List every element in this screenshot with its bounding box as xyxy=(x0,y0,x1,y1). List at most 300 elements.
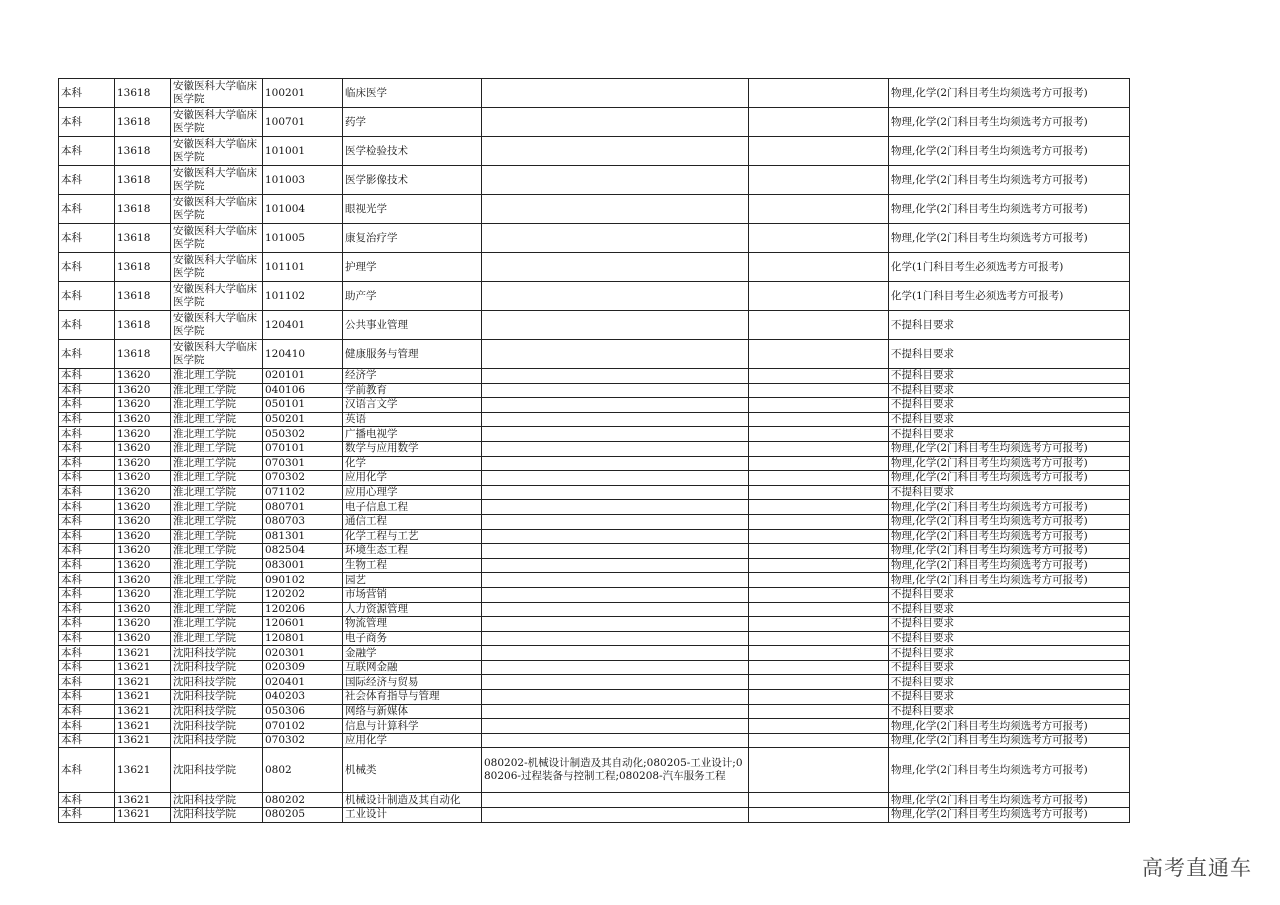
included-majors-cell xyxy=(482,646,749,661)
note-cell xyxy=(749,485,889,500)
major-code-cell: 101101 xyxy=(263,253,343,282)
level-cell: 本科 xyxy=(59,340,115,369)
level-cell: 本科 xyxy=(59,617,115,632)
subject-requirement-cell: 不提科目要求 xyxy=(889,602,1130,617)
table-row xyxy=(59,719,1130,734)
school-name-cell: 淮北理工学院 xyxy=(171,485,263,500)
major-code-cell: 080205 xyxy=(263,808,343,823)
major-code-cell: 100701 xyxy=(263,108,343,137)
level-cell: 本科 xyxy=(59,587,115,602)
major-code-cell: 080701 xyxy=(263,500,343,515)
major-code-cell: 070102 xyxy=(263,719,343,734)
school-name-cell: 淮北理工学院 xyxy=(171,617,263,632)
subject-requirement-cell: 物理,化学(2门科目考生均须选考方可报考) xyxy=(889,195,1130,224)
major-name-cell: 应用化学 xyxy=(343,733,482,748)
table-row xyxy=(59,544,1130,559)
major-name-cell: 医学检验技术 xyxy=(343,137,482,166)
included-majors-cell xyxy=(482,617,749,632)
subject-requirement-cell: 物理,化学(2门科目考生均须选考方可报考) xyxy=(889,573,1130,588)
included-majors-cell xyxy=(482,398,749,413)
level-cell: 本科 xyxy=(59,195,115,224)
school-name-cell: 淮北理工学院 xyxy=(171,529,263,544)
table-row xyxy=(59,793,1130,808)
school-name-cell: 淮北理工学院 xyxy=(171,369,263,384)
major-code-cell: 071102 xyxy=(263,485,343,500)
included-majors-cell xyxy=(482,137,749,166)
major-code-cell: 120202 xyxy=(263,587,343,602)
major-code-cell: 100201 xyxy=(263,79,343,108)
level-cell: 本科 xyxy=(59,719,115,734)
school-code-cell: 13620 xyxy=(115,412,171,427)
level-cell: 本科 xyxy=(59,690,115,705)
included-majors-cell xyxy=(482,79,749,108)
school-code-cell: 13618 xyxy=(115,79,171,108)
table-body xyxy=(59,79,1130,823)
major-code-cell: 040106 xyxy=(263,383,343,398)
school-name-cell: 淮北理工学院 xyxy=(171,514,263,529)
level-cell: 本科 xyxy=(59,137,115,166)
level-cell: 本科 xyxy=(59,748,115,793)
included-majors-cell xyxy=(482,602,749,617)
school-name-cell: 淮北理工学院 xyxy=(171,398,263,413)
note-cell xyxy=(749,558,889,573)
note-cell xyxy=(749,224,889,253)
major-name-cell: 物流管理 xyxy=(343,617,482,632)
school-name-cell: 淮北理工学院 xyxy=(171,500,263,515)
table-row xyxy=(59,529,1130,544)
school-code-cell: 13621 xyxy=(115,733,171,748)
subject-requirement-cell: 物理,化学(2门科目考生均须选考方可报考) xyxy=(889,808,1130,823)
subject-requirement-cell: 物理,化学(2门科目考生均须选考方可报考) xyxy=(889,719,1130,734)
table-row xyxy=(59,253,1130,282)
level-cell: 本科 xyxy=(59,456,115,471)
major-code-cell: 101001 xyxy=(263,137,343,166)
school-code-cell: 13618 xyxy=(115,282,171,311)
included-majors-cell xyxy=(482,733,749,748)
included-majors-cell xyxy=(482,587,749,602)
school-name-cell: 沈阳科技学院 xyxy=(171,675,263,690)
note-cell xyxy=(749,808,889,823)
level-cell: 本科 xyxy=(59,793,115,808)
subject-requirement-cell: 不提科目要求 xyxy=(889,485,1130,500)
table-row xyxy=(59,500,1130,515)
included-majors-cell xyxy=(482,166,749,195)
school-code-cell: 13618 xyxy=(115,311,171,340)
major-name-cell: 数学与应用数学 xyxy=(343,441,482,456)
table-row xyxy=(59,514,1130,529)
subject-requirement-cell: 化学(1门科目考生必须选考方可报考) xyxy=(889,253,1130,282)
school-name-cell: 安徽医科大学临床医学院 xyxy=(171,108,263,137)
subject-requirement-cell: 物理,化学(2门科目考生均须选考方可报考) xyxy=(889,441,1130,456)
table-row xyxy=(59,602,1130,617)
school-name-cell: 安徽医科大学临床医学院 xyxy=(171,282,263,311)
major-name-cell: 工业设计 xyxy=(343,808,482,823)
major-code-cell: 020309 xyxy=(263,660,343,675)
school-name-cell: 安徽医科大学临床医学院 xyxy=(171,253,263,282)
included-majors-cell xyxy=(482,224,749,253)
included-majors-cell xyxy=(482,485,749,500)
major-name-cell: 社会体育指导与管理 xyxy=(343,690,482,705)
included-majors-cell xyxy=(482,311,749,340)
school-name-cell: 淮北理工学院 xyxy=(171,471,263,486)
school-name-cell: 安徽医科大学临床医学院 xyxy=(171,224,263,253)
major-name-cell: 机械设计制造及其自动化 xyxy=(343,793,482,808)
school-code-cell: 13618 xyxy=(115,108,171,137)
note-cell xyxy=(749,166,889,195)
table-row xyxy=(59,748,1130,793)
subject-requirement-cell: 物理,化学(2门科目考生均须选考方可报考) xyxy=(889,544,1130,559)
level-cell: 本科 xyxy=(59,631,115,646)
school-name-cell: 淮北理工学院 xyxy=(171,412,263,427)
level-cell: 本科 xyxy=(59,514,115,529)
major-name-cell: 药学 xyxy=(343,108,482,137)
subject-requirement-cell: 不提科目要求 xyxy=(889,704,1130,719)
major-code-cell: 090102 xyxy=(263,573,343,588)
major-name-cell: 健康服务与管理 xyxy=(343,340,482,369)
school-name-cell: 沈阳科技学院 xyxy=(171,793,263,808)
level-cell: 本科 xyxy=(59,383,115,398)
table-row xyxy=(59,808,1130,823)
level-cell: 本科 xyxy=(59,646,115,661)
school-code-cell: 13621 xyxy=(115,719,171,734)
subject-requirement-cell: 物理,化学(2门科目考生均须选考方可报考) xyxy=(889,471,1130,486)
subject-requirement-cell: 物理,化学(2门科目考生均须选考方可报考) xyxy=(889,793,1130,808)
major-code-cell: 040203 xyxy=(263,690,343,705)
level-cell: 本科 xyxy=(59,398,115,413)
major-name-cell: 人力资源管理 xyxy=(343,602,482,617)
major-name-cell: 电子信息工程 xyxy=(343,500,482,515)
school-code-cell: 13620 xyxy=(115,441,171,456)
note-cell xyxy=(749,719,889,734)
subject-requirement-cell: 不提科目要求 xyxy=(889,427,1130,442)
school-code-cell: 13618 xyxy=(115,195,171,224)
school-name-cell: 沈阳科技学院 xyxy=(171,646,263,661)
included-majors-cell xyxy=(482,558,749,573)
note-cell xyxy=(749,602,889,617)
major-code-cell: 082504 xyxy=(263,544,343,559)
school-code-cell: 13621 xyxy=(115,808,171,823)
major-code-cell: 120410 xyxy=(263,340,343,369)
table-row xyxy=(59,690,1130,705)
note-cell xyxy=(749,340,889,369)
school-code-cell: 13621 xyxy=(115,704,171,719)
major-name-cell: 医学影像技术 xyxy=(343,166,482,195)
major-name-cell: 网络与新媒体 xyxy=(343,704,482,719)
table-row xyxy=(59,311,1130,340)
level-cell: 本科 xyxy=(59,108,115,137)
major-name-cell: 市场营销 xyxy=(343,587,482,602)
school-name-cell: 安徽医科大学临床医学院 xyxy=(171,340,263,369)
table-row xyxy=(59,558,1130,573)
major-name-cell: 应用化学 xyxy=(343,471,482,486)
school-name-cell: 淮北理工学院 xyxy=(171,383,263,398)
subject-requirement-cell: 不提科目要求 xyxy=(889,340,1130,369)
school-name-cell: 安徽医科大学临床医学院 xyxy=(171,79,263,108)
major-code-cell: 050101 xyxy=(263,398,343,413)
school-name-cell: 淮北理工学院 xyxy=(171,573,263,588)
level-cell: 本科 xyxy=(59,544,115,559)
school-code-cell: 13620 xyxy=(115,369,171,384)
level-cell: 本科 xyxy=(59,224,115,253)
school-code-cell: 13620 xyxy=(115,485,171,500)
major-code-cell: 070101 xyxy=(263,441,343,456)
level-cell: 本科 xyxy=(59,808,115,823)
table-row xyxy=(59,485,1130,500)
table-row xyxy=(59,224,1130,253)
table-row xyxy=(59,195,1130,224)
subject-requirement-cell: 不提科目要求 xyxy=(889,675,1130,690)
included-majors-cell xyxy=(482,808,749,823)
subject-requirement-cell: 不提科目要求 xyxy=(889,631,1130,646)
level-cell: 本科 xyxy=(59,704,115,719)
school-code-cell: 13620 xyxy=(115,631,171,646)
school-code-cell: 13621 xyxy=(115,793,171,808)
major-code-cell: 080703 xyxy=(263,514,343,529)
school-name-cell: 沈阳科技学院 xyxy=(171,733,263,748)
school-name-cell: 沈阳科技学院 xyxy=(171,719,263,734)
school-code-cell: 13621 xyxy=(115,675,171,690)
major-code-cell: 070302 xyxy=(263,471,343,486)
note-cell xyxy=(749,412,889,427)
level-cell: 本科 xyxy=(59,733,115,748)
note-cell xyxy=(749,646,889,661)
subject-requirement-cell: 物理,化学(2门科目考生均须选考方可报考) xyxy=(889,733,1130,748)
subject-requirement-cell: 不提科目要求 xyxy=(889,646,1130,661)
major-code-cell: 120601 xyxy=(263,617,343,632)
table-row xyxy=(59,646,1130,661)
note-cell xyxy=(749,690,889,705)
subject-requirement-cell: 不提科目要求 xyxy=(889,617,1130,632)
major-name-cell: 化学工程与工艺 xyxy=(343,529,482,544)
note-cell xyxy=(749,311,889,340)
table-row xyxy=(59,733,1130,748)
school-code-cell: 13620 xyxy=(115,602,171,617)
school-code-cell: 13620 xyxy=(115,427,171,442)
subject-requirement-cell: 物理,化学(2门科目考生均须选考方可报考) xyxy=(889,558,1130,573)
subject-requirement-cell: 物理,化学(2门科目考生均须选考方可报考) xyxy=(889,79,1130,108)
table-row xyxy=(59,675,1130,690)
level-cell: 本科 xyxy=(59,675,115,690)
note-cell xyxy=(749,500,889,515)
included-majors-cell xyxy=(482,660,749,675)
school-code-cell: 13620 xyxy=(115,514,171,529)
included-majors-cell xyxy=(482,514,749,529)
level-cell: 本科 xyxy=(59,311,115,340)
level-cell: 本科 xyxy=(59,427,115,442)
note-cell xyxy=(749,441,889,456)
major-code-cell: 0802 xyxy=(263,748,343,793)
school-code-cell: 13620 xyxy=(115,398,171,413)
subject-requirement-cell: 不提科目要求 xyxy=(889,398,1130,413)
table-row xyxy=(59,427,1130,442)
note-cell xyxy=(749,544,889,559)
major-name-cell: 化学 xyxy=(343,456,482,471)
included-majors-cell xyxy=(482,675,749,690)
major-name-cell: 生物工程 xyxy=(343,558,482,573)
level-cell: 本科 xyxy=(59,282,115,311)
major-name-cell: 信息与计算科学 xyxy=(343,719,482,734)
subject-requirement-cell: 化学(1门科目考生必须选考方可报考) xyxy=(889,282,1130,311)
school-name-cell: 淮北理工学院 xyxy=(171,602,263,617)
school-code-cell: 13620 xyxy=(115,383,171,398)
table-row xyxy=(59,631,1130,646)
table-row xyxy=(59,456,1130,471)
subject-requirement-cell: 物理,化学(2门科目考生均须选考方可报考) xyxy=(889,514,1130,529)
included-majors-cell xyxy=(482,793,749,808)
level-cell: 本科 xyxy=(59,369,115,384)
school-code-cell: 13620 xyxy=(115,617,171,632)
note-cell xyxy=(749,573,889,588)
level-cell: 本科 xyxy=(59,253,115,282)
note-cell xyxy=(749,108,889,137)
included-majors-cell xyxy=(482,631,749,646)
note-cell xyxy=(749,383,889,398)
school-name-cell: 淮北理工学院 xyxy=(171,558,263,573)
subject-requirement-cell: 不提科目要求 xyxy=(889,587,1130,602)
major-name-cell: 公共事业管理 xyxy=(343,311,482,340)
major-code-cell: 020401 xyxy=(263,675,343,690)
school-code-cell: 13620 xyxy=(115,529,171,544)
included-majors-cell xyxy=(482,195,749,224)
note-cell xyxy=(749,282,889,311)
table-row xyxy=(59,166,1130,195)
subject-requirement-cell: 不提科目要求 xyxy=(889,690,1130,705)
note-cell xyxy=(749,675,889,690)
major-name-cell: 环境生态工程 xyxy=(343,544,482,559)
note-cell xyxy=(749,514,889,529)
note-cell xyxy=(749,660,889,675)
major-code-cell: 070301 xyxy=(263,456,343,471)
included-majors-cell xyxy=(482,690,749,705)
level-cell: 本科 xyxy=(59,602,115,617)
school-code-cell: 13620 xyxy=(115,471,171,486)
major-name-cell: 经济学 xyxy=(343,369,482,384)
major-name-cell: 汉语言文学 xyxy=(343,398,482,413)
note-cell xyxy=(749,471,889,486)
major-name-cell: 英语 xyxy=(343,412,482,427)
subject-requirement-cell: 不提科目要求 xyxy=(889,412,1130,427)
note-cell xyxy=(749,79,889,108)
subject-requirement-cell: 物理,化学(2门科目考生均须选考方可报考) xyxy=(889,166,1130,195)
included-majors-cell xyxy=(482,108,749,137)
subject-requirement-cell: 不提科目要求 xyxy=(889,660,1130,675)
school-code-cell: 13621 xyxy=(115,660,171,675)
level-cell: 本科 xyxy=(59,166,115,195)
school-code-cell: 13621 xyxy=(115,748,171,793)
major-code-cell: 083001 xyxy=(263,558,343,573)
included-majors-cell xyxy=(482,719,749,734)
table-row xyxy=(59,412,1130,427)
table-row xyxy=(59,704,1130,719)
included-majors-cell: 080202-机械设计制造及其自动化;080205-工业设计;080206-过程装备与控制工程;080208-汽车服务工程 xyxy=(482,748,749,793)
watermark-logo-text: 高考直通车 xyxy=(1142,856,1252,880)
subject-requirement-cell: 物理,化学(2门科目考生均须选考方可报考) xyxy=(889,748,1130,793)
school-name-cell: 安徽医科大学临床医学院 xyxy=(171,166,263,195)
school-name-cell: 沈阳科技学院 xyxy=(171,690,263,705)
table-row xyxy=(59,660,1130,675)
table-row xyxy=(59,471,1130,486)
table-row xyxy=(59,617,1130,632)
note-cell xyxy=(749,793,889,808)
major-code-cell: 101004 xyxy=(263,195,343,224)
table-row xyxy=(59,573,1130,588)
level-cell: 本科 xyxy=(59,660,115,675)
school-code-cell: 13620 xyxy=(115,456,171,471)
note-cell xyxy=(749,631,889,646)
school-code-cell: 13618 xyxy=(115,137,171,166)
major-name-cell: 机械类 xyxy=(343,748,482,793)
school-name-cell: 淮北理工学院 xyxy=(171,456,263,471)
major-code-cell: 050306 xyxy=(263,704,343,719)
major-code-cell: 020101 xyxy=(263,369,343,384)
note-cell xyxy=(749,587,889,602)
note-cell xyxy=(749,704,889,719)
major-name-cell: 学前教育 xyxy=(343,383,482,398)
major-code-cell: 050201 xyxy=(263,412,343,427)
school-name-cell: 安徽医科大学临床医学院 xyxy=(171,137,263,166)
subject-requirement-cell: 物理,化学(2门科目考生均须选考方可报考) xyxy=(889,224,1130,253)
school-name-cell: 沈阳科技学院 xyxy=(171,660,263,675)
table-row xyxy=(59,587,1130,602)
school-name-cell: 淮北理工学院 xyxy=(171,631,263,646)
school-code-cell: 13620 xyxy=(115,500,171,515)
major-code-cell: 101003 xyxy=(263,166,343,195)
level-cell: 本科 xyxy=(59,558,115,573)
major-code-cell: 070302 xyxy=(263,733,343,748)
included-majors-cell xyxy=(482,383,749,398)
school-name-cell: 安徽医科大学临床医学院 xyxy=(171,311,263,340)
major-code-cell: 101005 xyxy=(263,224,343,253)
major-code-cell: 020301 xyxy=(263,646,343,661)
school-code-cell: 13618 xyxy=(115,340,171,369)
note-cell xyxy=(749,529,889,544)
note-cell xyxy=(749,617,889,632)
major-name-cell: 国际经济与贸易 xyxy=(343,675,482,690)
table-row xyxy=(59,383,1130,398)
subject-requirement-cell: 物理,化学(2门科目考生均须选考方可报考) xyxy=(889,137,1130,166)
major-code-cell: 120401 xyxy=(263,311,343,340)
note-cell xyxy=(749,253,889,282)
included-majors-cell xyxy=(482,529,749,544)
level-cell: 本科 xyxy=(59,573,115,588)
major-code-cell: 120206 xyxy=(263,602,343,617)
major-name-cell: 金融学 xyxy=(343,646,482,661)
major-name-cell: 眼视光学 xyxy=(343,195,482,224)
included-majors-cell xyxy=(482,456,749,471)
level-cell: 本科 xyxy=(59,500,115,515)
school-code-cell: 13620 xyxy=(115,587,171,602)
included-majors-cell xyxy=(482,471,749,486)
level-cell: 本科 xyxy=(59,485,115,500)
major-name-cell: 应用心理学 xyxy=(343,485,482,500)
included-majors-cell xyxy=(482,427,749,442)
included-majors-cell xyxy=(482,500,749,515)
table-row xyxy=(59,282,1130,311)
major-name-cell: 通信工程 xyxy=(343,514,482,529)
major-code-cell: 050302 xyxy=(263,427,343,442)
school-code-cell: 13620 xyxy=(115,558,171,573)
table-row xyxy=(59,108,1130,137)
school-code-cell: 13621 xyxy=(115,690,171,705)
level-cell: 本科 xyxy=(59,79,115,108)
school-name-cell: 沈阳科技学院 xyxy=(171,808,263,823)
major-name-cell: 护理学 xyxy=(343,253,482,282)
major-name-cell: 助产学 xyxy=(343,282,482,311)
school-code-cell: 13620 xyxy=(115,544,171,559)
school-code-cell: 13618 xyxy=(115,166,171,195)
included-majors-cell xyxy=(482,544,749,559)
subject-requirements-table xyxy=(58,78,1130,823)
